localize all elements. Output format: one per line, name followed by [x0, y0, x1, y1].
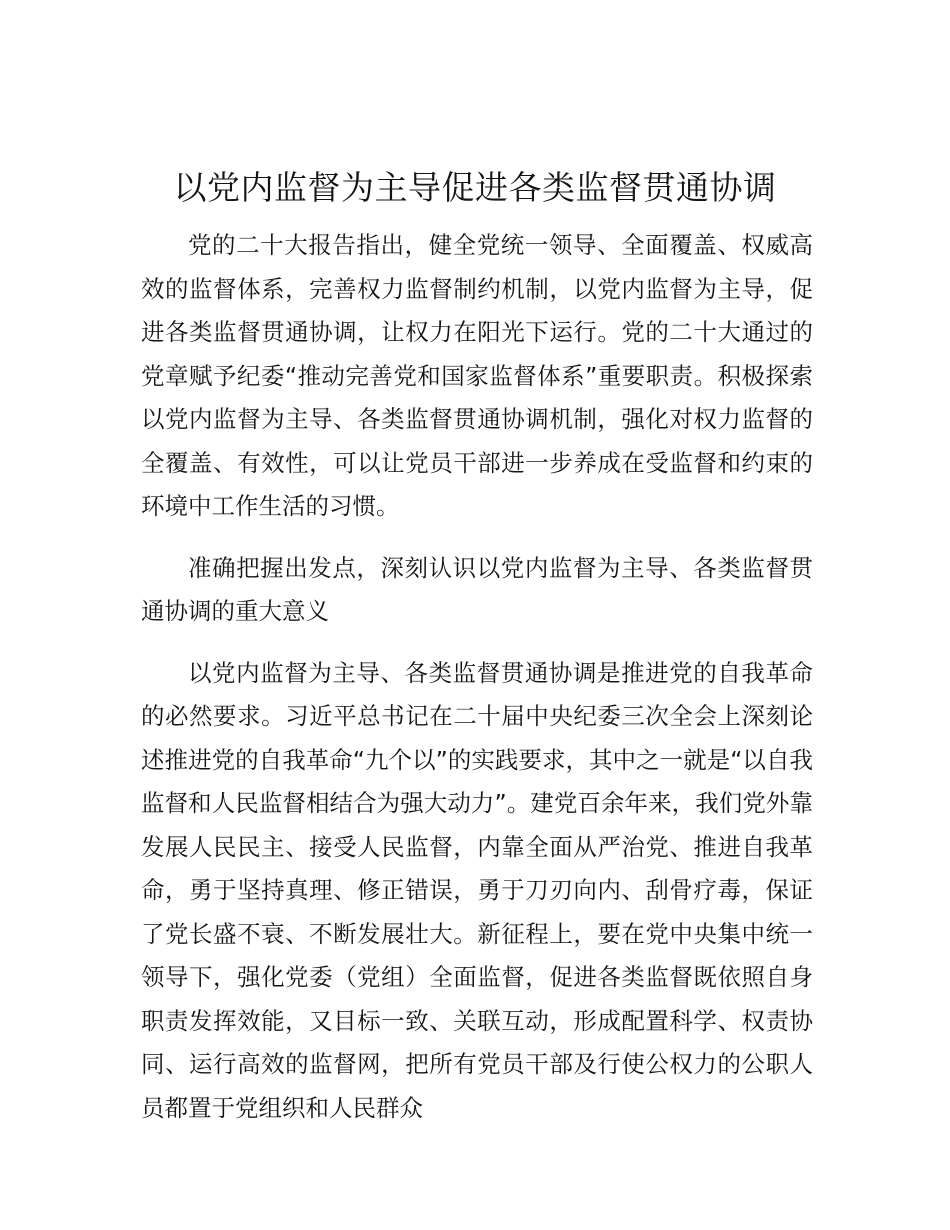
- paragraph-self-revolution: 以党内监督为主导、各类监督贯通协调是推进党的自我革命的必然要求。习近平总书记在二十届中央纪委三次全会上深刻论述推进党的自我革命“九个以”的实践要求，其中之一就是“以自我监督和人民监督相结合为强大动力”。建党百余年来，我们党外靠发展人民民主、接受人民监督，内靠全面从严治党、推进自我革命，勇于坚持真理、修正错误，勇于刀刃向内、刮骨疗毒，保证了党长盛不衰、不断发展壮大。新征程上，要在党中央集中统一领导下，强化党委（党组）全面监督，促进各类监督既依照自身职责发挥效能，又目标一致、关联互动，形成配置科学、权责协同、运行高效的监督网，把所有党员干部及行使公权力的公职人员都置于党组织和人民群众: [141, 658, 813, 1122]
- document-title: 以党内监督为主导促进各类监督贯通协调: [173, 168, 777, 207]
- paragraph-intro: 党的二十大报告指出，健全党统一领导、全面覆盖、权威高效的监督体系，完善权力监督制约机制，以党内监督为主导，促进各类监督贯通协调，让权力在阳光下运行。党的二十大通过的党章赋予纪委“推动完善党和国家监督体系”重要职责。积极探索以党内监督为主导、各类监督贯通协调机制，强化对权力监督的全覆盖、有效性，可以让党员干部进一步养成在受监督和约束的环境中工作生活的习惯。: [141, 231, 813, 520]
- document-body: [141, 224, 813, 1148]
- paragraph-section-heading: 准确把握出发点，深刻认识以党内监督为主导、各类监督贯通协调的重大意义: [141, 553, 813, 625]
